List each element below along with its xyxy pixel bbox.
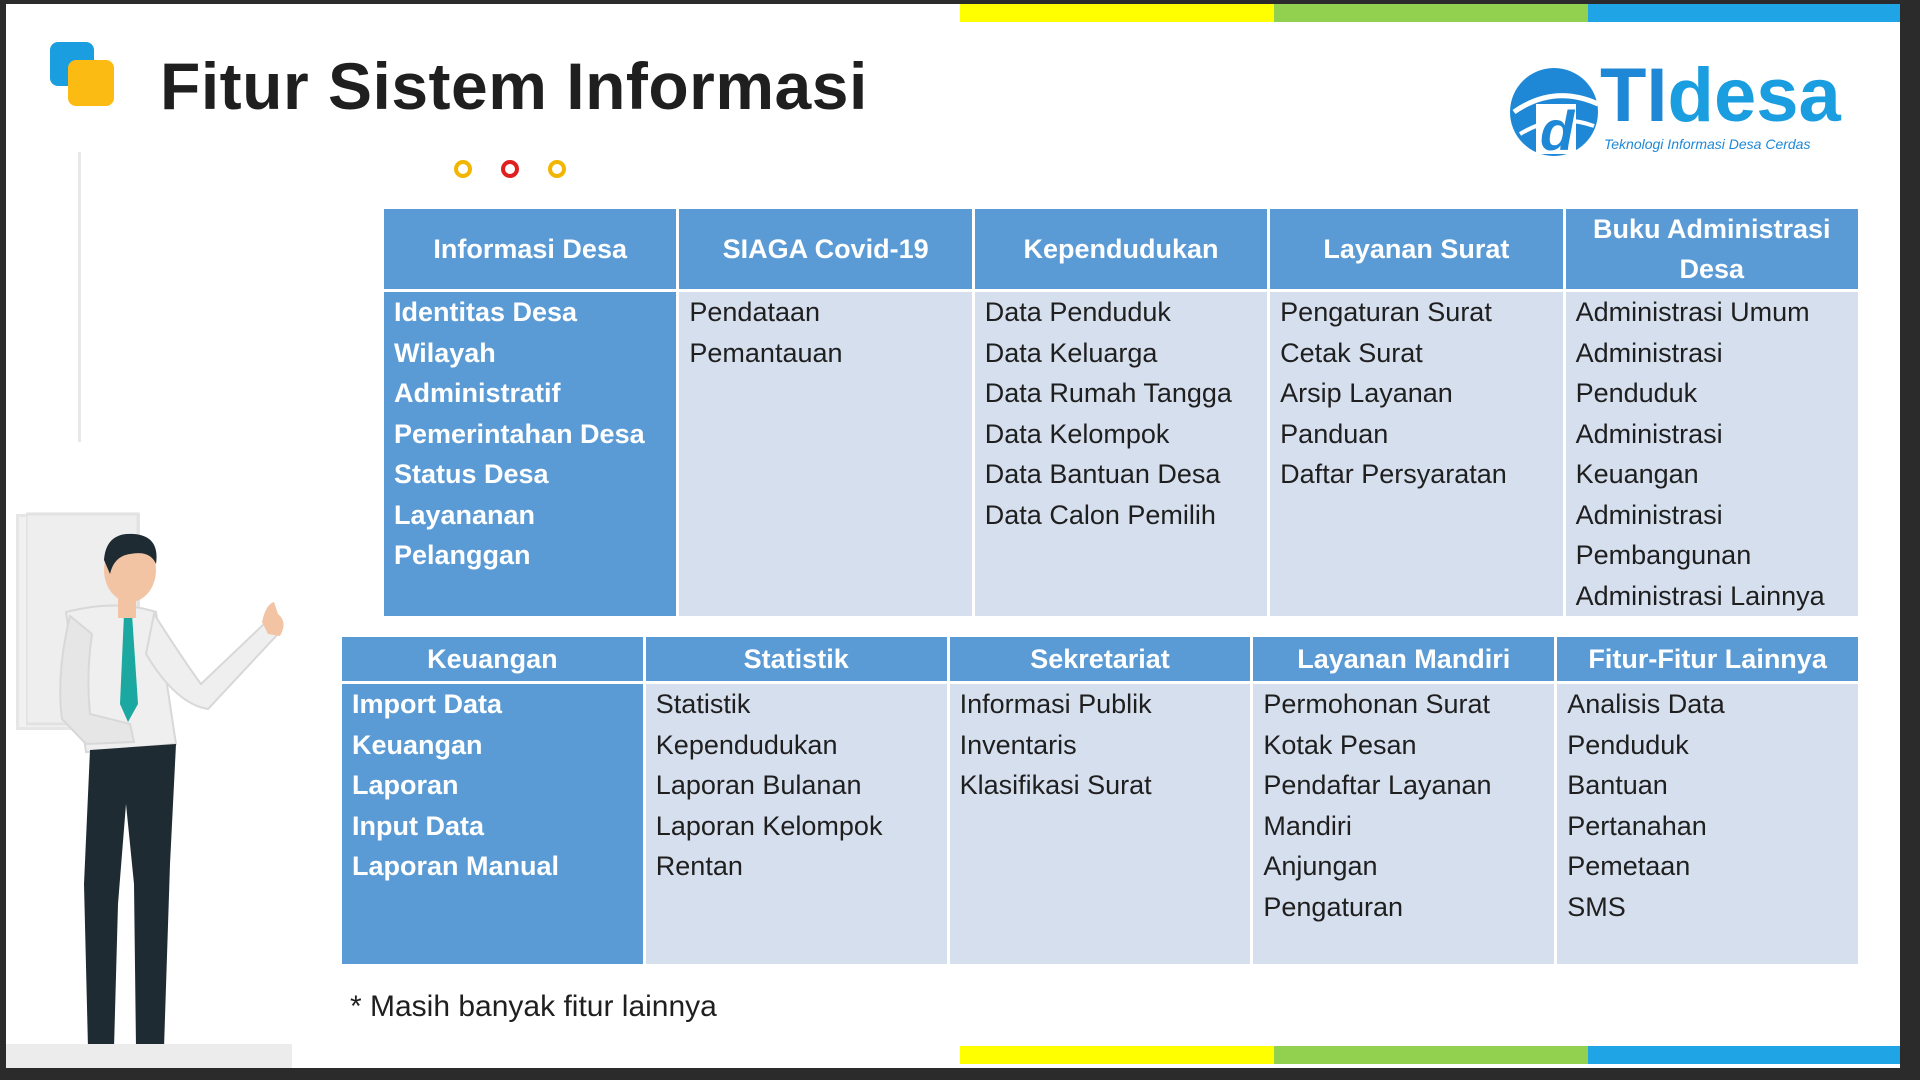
- list-item: Keuangan: [1575, 459, 1699, 489]
- svg-text:d: d: [1540, 99, 1575, 162]
- table2-cell-sekretariat: [950, 684, 1251, 964]
- list-item: Laporan: [352, 770, 459, 800]
- list-item: Pengaturan Surat: [1280, 297, 1492, 327]
- slide: [6, 4, 1900, 1068]
- dot-yellow-icon: [548, 160, 566, 178]
- page-title: Fitur Sistem Informasi: [160, 49, 868, 123]
- table2-cell-statistik: [646, 684, 947, 964]
- list-item: Anjungan: [1263, 851, 1378, 881]
- brand-logo: [1506, 53, 1866, 168]
- list-item: Input Data: [352, 810, 484, 841]
- top-stripe-blue: [1588, 4, 1900, 22]
- table1-cell-buku-administrasi: [1566, 292, 1858, 616]
- list-item: Panduan: [1280, 418, 1389, 449]
- brand-name-ti: TI: [1600, 53, 1668, 138]
- list-item: Mandiri: [1263, 810, 1352, 841]
- table1-cell-kependudukan: [975, 292, 1267, 616]
- list-item: Data Calon Pemilih: [984, 499, 1216, 530]
- list-item: Administrasi: [1575, 499, 1723, 530]
- table1-header-informasi-desa: Informasi Desa: [384, 209, 676, 289]
- table2-header-layanan-mandiri: Layanan Mandiri: [1253, 637, 1554, 681]
- list-item: Pengaturan: [1263, 891, 1404, 922]
- list-item: Kotak Pesan: [1263, 729, 1417, 760]
- list-item: Data Penduduk: [984, 297, 1171, 327]
- list-item: Administrasi: [1575, 337, 1723, 368]
- list-item: Penduduk: [1575, 378, 1698, 408]
- list-item: Wilayah: [394, 337, 496, 368]
- table2-cell-layanan-mandiri: [1253, 684, 1554, 964]
- features-table-1: [381, 206, 1861, 619]
- list-item: Laporan Bulanan: [655, 770, 862, 800]
- list-item: Administrasi Lainnya: [1575, 580, 1825, 611]
- list-item: Bantuan: [1567, 770, 1668, 800]
- dot-red-icon: [501, 160, 519, 178]
- list-item: Administrasi: [1575, 418, 1723, 449]
- list-item: Data Kelompok: [984, 418, 1170, 449]
- table1-cell-layanan-surat: [1270, 292, 1562, 616]
- list-item: Laporan Manual: [352, 851, 560, 881]
- list-item: Penduduk: [1567, 729, 1689, 760]
- list-item: Arsip Layanan: [1280, 378, 1453, 408]
- list-item: Laporan Kelompok: [655, 810, 883, 841]
- list-item: Permohonan Surat: [1263, 689, 1491, 719]
- list-item: Administratif: [394, 378, 561, 408]
- table1-cell-informasi-desa: [384, 292, 676, 616]
- table1-cell-siaga-covid: [679, 292, 971, 616]
- list-item: Layananan: [394, 499, 536, 530]
- list-item: Import Data: [352, 689, 503, 719]
- list-item: Inventaris: [959, 729, 1077, 760]
- list-item: Pendataan: [689, 297, 821, 327]
- features-table-2: [339, 634, 1861, 967]
- table1-header-buku-administrasi: Buku Administrasi Desa: [1566, 209, 1858, 289]
- list-item: Pemetaan: [1567, 851, 1691, 881]
- table2-header-statistik: Statistik: [646, 637, 947, 681]
- list-item: Identitas Desa: [394, 297, 578, 327]
- list-item: Pertanahan: [1567, 810, 1707, 841]
- footnote: * Masih banyak fitur lainnya: [350, 990, 717, 1023]
- list-item: Pemerintahan Desa: [394, 418, 645, 449]
- divider-line: [78, 152, 81, 442]
- list-item: Administrasi Umum: [1575, 297, 1810, 327]
- table2-cell-fitur-lainnya: [1557, 684, 1858, 964]
- list-item: Informasi Publik: [959, 689, 1152, 719]
- brand-tagline: Teknologi Informasi Desa Cerdas: [1604, 136, 1811, 152]
- table1-header-kependudukan: Kependudukan: [975, 209, 1267, 289]
- list-item: Pemantauan: [689, 337, 843, 368]
- brand-name-desa: desa: [1667, 53, 1841, 138]
- table1-header-siaga-covid: SIAGA Covid-19: [679, 209, 971, 289]
- list-item: Statistik: [655, 689, 751, 719]
- bottom-stripe-green: [1274, 1046, 1588, 1064]
- bottom-stripe-blue: [1588, 1046, 1900, 1064]
- dot-yellow-icon: [454, 160, 472, 178]
- list-item: Kependudukan: [655, 729, 838, 760]
- list-item: Analisis Data: [1567, 689, 1725, 719]
- list-item: Data Rumah Tangga: [984, 378, 1232, 408]
- list-item: Klasifikasi Surat: [959, 770, 1152, 800]
- list-item: Cetak Surat: [1280, 337, 1423, 368]
- list-item: Pembangunan: [1575, 540, 1752, 570]
- table1-header-layanan-surat: Layanan Surat: [1270, 209, 1562, 289]
- top-stripe-green: [1274, 4, 1588, 22]
- list-item: Rentan: [655, 851, 743, 881]
- table2-header-sekretariat: Sekretariat: [950, 637, 1251, 681]
- table2-cell-keuangan: [342, 684, 643, 964]
- list-item: Daftar Persyaratan: [1280, 459, 1507, 489]
- table2-header-fitur-lainnya: Fitur-Fitur Lainnya: [1557, 637, 1858, 681]
- list-item: Pelanggan: [394, 540, 531, 570]
- brand-name: [1600, 53, 1841, 138]
- list-item: Keuangan: [352, 729, 483, 760]
- list-item: Data Keluarga: [984, 337, 1158, 368]
- list-item: Status Desa: [394, 459, 549, 489]
- list-item: Pendaftar Layanan: [1263, 770, 1492, 800]
- top-stripe-yellow: [960, 4, 1274, 22]
- list-item: SMS: [1567, 891, 1626, 922]
- table2-header-keuangan: Keuangan: [342, 637, 643, 681]
- bottom-stripe-yellow: [960, 1046, 1274, 1064]
- list-item: Data Bantuan Desa: [984, 459, 1221, 489]
- presenter-illustration: [26, 504, 326, 1064]
- floor: [6, 1044, 292, 1068]
